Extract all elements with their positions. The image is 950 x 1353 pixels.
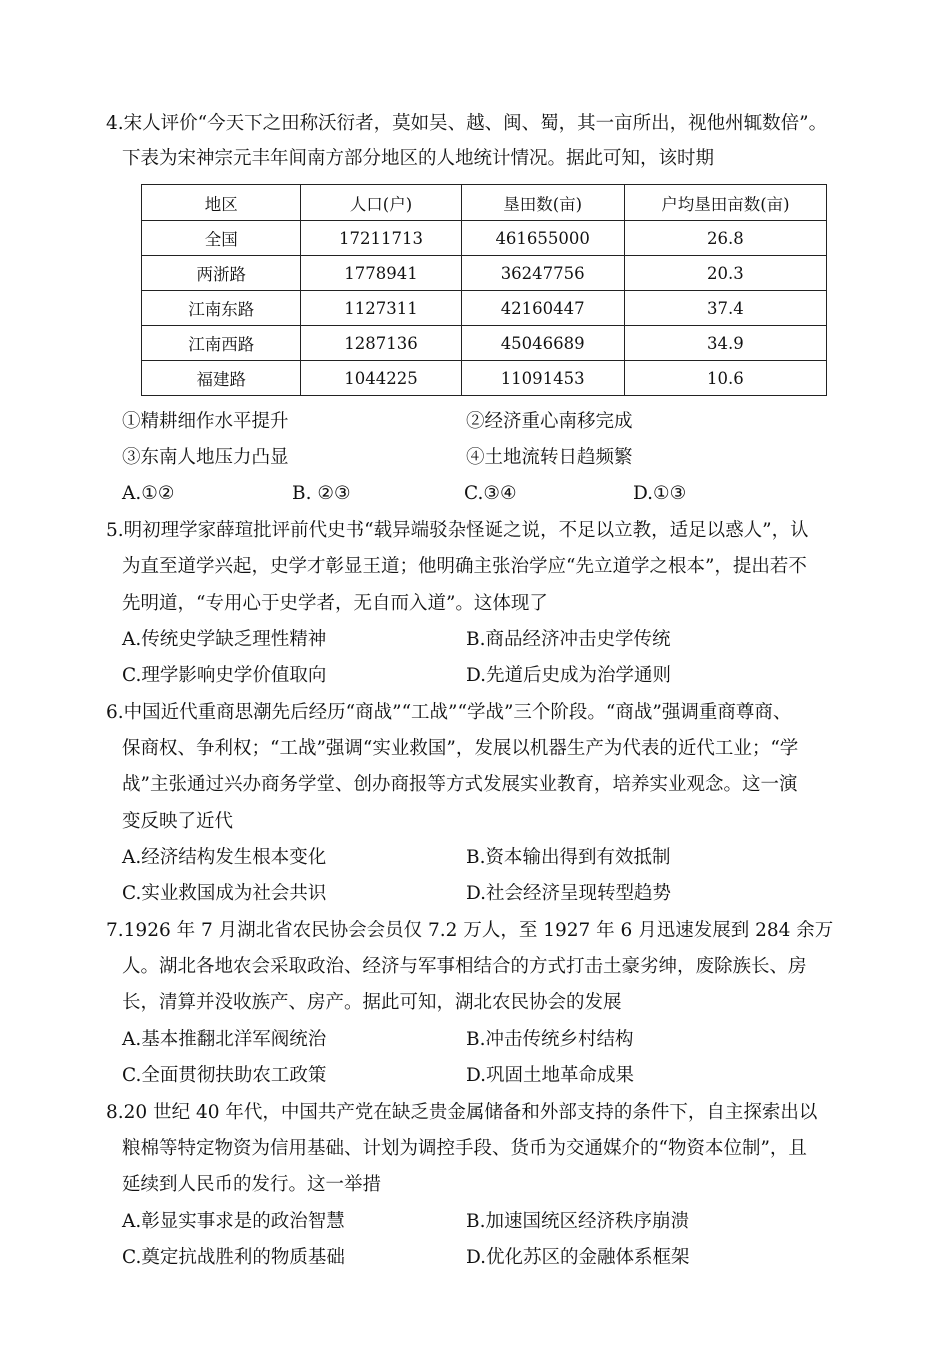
q5-option-d[interactable]: D.先道后史成为治学通则 <box>466 665 672 686</box>
q5-stem-line-1: 5.明初理学家薛瑄批评前代史书“载异端驳杂怪诞之说，不足以立教，适足以惑人”，认 <box>106 520 809 541</box>
table-cell: 461655000 <box>461 221 624 256</box>
table-row <box>142 326 827 361</box>
q8-option-a[interactable]: A.彰显实事求是的政治智慧 <box>122 1211 345 1232</box>
table-cell: 福建路 <box>142 361 301 396</box>
table-cell: 1044225 <box>301 361 461 396</box>
q5-option-c[interactable]: C.理学影响史学价值取向 <box>122 665 327 686</box>
table-cell: 11091453 <box>461 361 624 396</box>
q5-option-a[interactable]: A.传统史学缺乏理性精神 <box>122 629 327 650</box>
q4-option-b[interactable]: B. ②③ <box>292 483 351 504</box>
q7-option-a[interactable]: A.基本推翻北洋军阀统治 <box>122 1029 327 1050</box>
table-cell: 45046689 <box>461 326 624 361</box>
table-row <box>142 221 827 256</box>
table-cell: 42160447 <box>461 291 624 326</box>
q6-option-c[interactable]: C.实业救国成为社会共识 <box>122 883 327 904</box>
q6-stem-line-1: 6.中国近代重商思潮先后经历“商战”“工战”“学战”三个阶段。“商战”强调重商尊商、 <box>106 702 792 723</box>
table-row <box>142 361 827 396</box>
q7-option-b[interactable]: B.冲击传统乡村结构 <box>466 1029 634 1050</box>
q4-item-2: ②经济重心南移完成 <box>466 411 633 432</box>
table-cell: 10.6 <box>624 361 826 396</box>
q6-stem-line-3: 战”主张通过兴办商务学堂、创办商报等方式发展实业教育，培养实业观念。这一演 <box>122 774 798 795</box>
q6-option-d[interactable]: D.社会经济呈现转型趋势 <box>466 883 672 904</box>
column-header: 户均垦田亩数(亩) <box>624 185 826 221</box>
table-cell: 36247756 <box>461 256 624 291</box>
table-cell: 1778941 <box>301 256 461 291</box>
table-cell: 1287136 <box>301 326 461 361</box>
table-cell: 江南西路 <box>142 326 301 361</box>
q7-stem-line-3: 长，清算并没收族产、房产。据此可知，湖北农民协会的发展 <box>122 992 622 1013</box>
table-cell: 26.8 <box>624 221 826 256</box>
q8-option-d[interactable]: D.优化苏区的金融体系框架 <box>466 1247 690 1268</box>
q6-stem-line-4: 变反映了近代 <box>122 811 234 832</box>
column-header: 垦田数(亩) <box>461 185 624 221</box>
q4-option-a[interactable]: A.①② <box>122 483 175 504</box>
q8-stem-line-3: 延续到人民币的发行。这一举措 <box>122 1174 382 1195</box>
table-cell: 20.3 <box>624 256 826 291</box>
table-cell: 1127311 <box>301 291 461 326</box>
table-cell: 全国 <box>142 221 301 256</box>
q7-option-c[interactable]: C.全面贯彻扶助农工政策 <box>122 1065 327 1086</box>
q5-stem-line-2: 为直至道学兴起，史学才彰显王道；他明确主张治学应“先立道学之根本”，提出若不 <box>122 556 807 577</box>
table-cell: 37.4 <box>624 291 826 326</box>
q6-option-b[interactable]: B.资本输出得到有效抵制 <box>466 847 671 868</box>
q4-stem-line-2: 下表为宋神宗元丰年间南方部分地区的人地统计情况。据此可知，该时期 <box>122 148 715 169</box>
q7-option-d[interactable]: D.巩固土地革命成果 <box>466 1065 635 1086</box>
q4-option-d[interactable]: D.①③ <box>633 483 687 504</box>
q6-option-a[interactable]: A.经济结构发生根本变化 <box>122 847 327 868</box>
q8-option-b[interactable]: B.加速国统区经济秩序崩溃 <box>466 1211 689 1232</box>
table-cell: 江南东路 <box>142 291 301 326</box>
table-row <box>142 256 827 291</box>
q7-stem-line-1: 7.1926 年 7 月湖北省农民协会会员仅 7.2 万人，至 1927 年 6 月迅速发展到 284 余万 <box>106 920 834 941</box>
q4-item-3: ③东南人地压力凸显 <box>122 447 289 468</box>
table-cell: 两浙路 <box>142 256 301 291</box>
q5-stem-line-3: 先明道，“专用心于史学者，无自而入道”。这体现了 <box>122 593 548 614</box>
q8-stem-line-1: 8.20 世纪 40 年代，中国共产党在缺乏贵金属储备和外部支持的条件下，自主探索出以 <box>106 1102 818 1123</box>
q6-stem-line-2: 保商权、争利权；“工战”强调“实业救国”，发展以机器生产为代表的近代工业；“学 <box>122 738 799 759</box>
q4-item-1: ①精耕细作水平提升 <box>122 411 289 432</box>
q8-option-c[interactable]: C.奠定抗战胜利的物质基础 <box>122 1247 345 1268</box>
q5-option-b[interactable]: B.商品经济冲击史学传统 <box>466 629 671 650</box>
column-header: 地区 <box>142 185 301 221</box>
q7-stem-line-2: 人。湖北各地农会采取政治、经济与军事相结合的方式打击土豪劣绅，废除族长、房 <box>122 956 807 977</box>
q8-stem-line-2: 粮棉等特定物资为信用基础、计划为调控手段、货币为交通媒介的“物资本位制”，且 <box>122 1138 807 1159</box>
q4-option-c[interactable]: C.③④ <box>464 483 517 504</box>
population-land-table <box>141 184 827 396</box>
table-header-row <box>142 185 827 221</box>
table-row <box>142 291 827 326</box>
column-header: 人口(户) <box>301 185 461 221</box>
table-cell: 17211713 <box>301 221 461 256</box>
q4-item-4: ④土地流转日趋频繁 <box>466 447 633 468</box>
q4-stem-line-1: 4.宋人评价“今天下之田称沃衍者，莫如吴、越、闽、蜀，其一亩所出，视他州辄数倍”。 <box>106 113 828 134</box>
table-cell: 34.9 <box>624 326 826 361</box>
